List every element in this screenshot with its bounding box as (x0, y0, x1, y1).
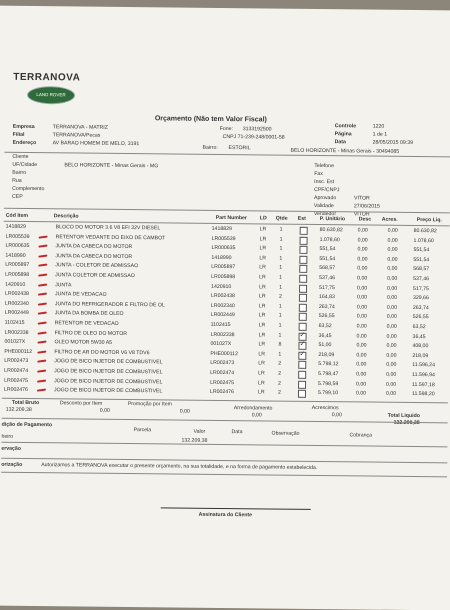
red-pen-mark (38, 302, 47, 305)
item-unit-price: 263,74 (318, 303, 335, 310)
uf-value: BELO HORIZONTE - Minas Gerais - MG (64, 162, 159, 170)
item-qty: 1 (279, 226, 283, 233)
item-discount: 0,00 (356, 323, 367, 330)
item-qty: 1 (279, 236, 283, 243)
item-ld: LR (259, 255, 267, 262)
item-acres: 0,00 (387, 227, 398, 234)
item-code: 1102415 (4, 319, 25, 326)
item-ld: LR (258, 322, 266, 329)
item-part-number: 1418990 (211, 254, 232, 261)
item-description: JUNTA - COLETOR DE ADMISSAO (55, 262, 139, 270)
item-discount: 0,00 (356, 361, 367, 368)
item-discount: 0,00 (356, 380, 367, 388)
item-code: 1418829 (5, 223, 26, 230)
item-description: JOGO DE BICO INJETOR DE COMBUSTIVEL (54, 368, 163, 376)
stock-checkbox[interactable] (298, 361, 306, 369)
item-acres: 0,00 (386, 304, 398, 311)
item-unit-price: 526,55 (318, 313, 335, 320)
item-description: JOGO DE BICO INJETOR DE COMBUSTIVEL (53, 387, 163, 395)
complemento-label: Complemento (12, 185, 45, 193)
item-qty: 1 (279, 255, 283, 262)
telefone-label: Telefone (314, 162, 335, 170)
stock-checkbox[interactable] (299, 275, 307, 283)
item-unit-price: 51,00 (318, 342, 332, 349)
item-unit-price: 537,46 (319, 275, 336, 282)
promocao-label: Promoção por Item (127, 401, 173, 408)
item-part-number: 1420910 (211, 283, 232, 290)
item-code: 1420910 (5, 281, 26, 288)
item-code: LR002474 (4, 367, 29, 374)
item-net-price: 526,55 (412, 314, 429, 321)
col-preco: Preço Liq. (416, 217, 442, 224)
item-qty: 2 (277, 389, 281, 396)
item-discount: 0,00 (356, 294, 368, 301)
item-net-price: 1.078,60 (413, 237, 434, 244)
company-logo-text: TERRANOVA (13, 71, 81, 84)
cidade-value: BELO HORIZONTE - Minas Gerais - 30494085 (290, 147, 400, 155)
desconto-value: 0,00 (99, 407, 110, 414)
signature-line (161, 507, 311, 510)
item-discount: 0,00 (356, 333, 367, 340)
item-ld: LR (258, 312, 266, 319)
item-description: JUNTA (55, 281, 72, 289)
item-unit-price: 1.078,60 (319, 236, 340, 243)
item-description: JUNTA DA CABECA DO MOTOR (55, 253, 133, 260)
item-ld: LR (259, 264, 266, 271)
item-net-price: 11.597,18 (412, 381, 435, 388)
item-description: RETENTOR VEDANTE DO EIXO DE CAMBOT (55, 233, 166, 241)
item-ld: LR (258, 351, 266, 358)
item-qty: 1 (278, 332, 282, 339)
item-description: OLEO MOTOR 5W30 A5 (54, 339, 113, 347)
item-unit-price: 36,45 (318, 332, 332, 339)
item-description: JUNTA DA CABECA DO MOTOR (55, 243, 133, 251)
stock-checkbox[interactable] (299, 246, 307, 254)
item-discount: 0,00 (357, 246, 368, 253)
stock-checkbox[interactable] (300, 236, 308, 244)
item-unit-price: 218,09 (318, 351, 335, 358)
parcela-label: Parcela (133, 427, 152, 434)
payment-row-label: heiro (1, 433, 14, 440)
item-code: LR002476 (3, 386, 28, 394)
item-description: BLOCO DO MOTOR 3.6 V8 EFI 32V DIESEL (55, 224, 161, 232)
red-pen-mark (38, 245, 47, 248)
item-code: LR005897 (5, 262, 30, 269)
pagina-value: 1 de 1 (372, 131, 388, 138)
observacao-footer-label: ervação (1, 445, 22, 452)
vendedor-label: Vendedor (313, 210, 337, 218)
cobranca-label: Cobrança (349, 432, 373, 439)
item-unit-price: 5.798,59 (318, 380, 339, 387)
item-acres: 0,00 (386, 371, 397, 378)
item-acres: 0,00 (387, 266, 398, 273)
item-code: LR005898 (5, 271, 30, 278)
quote-document (0, 6, 450, 610)
item-part-number: LR005898 (211, 273, 236, 281)
validade-value: 27/06/2015 (353, 203, 380, 210)
item-discount: 0,00 (357, 275, 368, 282)
red-pen-mark (37, 341, 46, 344)
item-discount: 0,00 (357, 285, 368, 292)
item-code: 001027X (4, 338, 26, 346)
item-description: JUNTA DO REFRIGERADOR E FILTRO DE OL (54, 301, 165, 309)
item-acres: 0,00 (387, 237, 398, 244)
item-ld: LR (259, 245, 267, 252)
red-pen-mark (37, 331, 46, 334)
empresa-label: Empresa (12, 123, 35, 131)
red-pen-mark (38, 283, 47, 286)
red-pen-mark (38, 274, 47, 277)
red-pen-mark (37, 360, 46, 363)
red-pen-mark (37, 370, 46, 373)
vendedor-value: VITOR (353, 211, 370, 218)
item-part-number: LR002340 (210, 302, 235, 309)
item-code: LR002475 (4, 377, 29, 384)
autorizacao-text: Autorizamos a TERRANOVA executar o presente orçamento, na sua totalidade, e na forma de pagamento estabelecida. (41, 462, 318, 472)
item-part-number: 1102415 (210, 321, 231, 329)
item-unit-price: 517,75 (319, 284, 335, 291)
item-part-number: LR005539 (211, 235, 236, 242)
item-acres: 0,00 (386, 381, 397, 388)
item-part-number: PHE000112 (210, 350, 239, 357)
col-cod: Cód Item (5, 212, 29, 219)
item-description: JUNTA DA BOMBA DE OLEO (54, 310, 124, 318)
item-qty: 8 (278, 341, 282, 348)
stock-checkbox[interactable] (298, 380, 306, 388)
controle-value: 1220 (372, 123, 385, 130)
rua-label: Rua (12, 177, 22, 184)
stock-checkbox[interactable] (299, 265, 307, 273)
item-ld: LR (258, 341, 266, 348)
pay-data-label: Data (231, 429, 243, 436)
item-net-price: 218,09 (412, 352, 429, 359)
item-unit-price: 568,57 (319, 265, 336, 272)
item-description: JOGO DE BICO INJETOR DE COMBUSTIVEL (54, 358, 163, 366)
total-bruto-value: 132.209,38 (5, 406, 32, 414)
item-ld: LR (258, 379, 265, 387)
item-ld: LR (259, 226, 267, 233)
item-acres: 0,00 (386, 342, 397, 350)
item-part-number: 1418829 (211, 225, 232, 233)
item-acres: 0,00 (386, 333, 397, 340)
validade-label: Validade (313, 202, 334, 210)
fone-label: Fone: (219, 125, 234, 133)
aprovado-value: VITOR (353, 195, 370, 202)
item-ld: LR (258, 303, 266, 310)
item-part-number: LR002476 (209, 389, 234, 396)
cep-label: CEP (11, 193, 23, 200)
item-discount: 0,00 (357, 237, 368, 244)
item-qty: 1 (278, 312, 282, 320)
stock-checkbox[interactable] (299, 284, 307, 292)
item-unit-price: 551,54 (319, 255, 336, 262)
item-code: LR005539 (5, 233, 30, 240)
observacao-label: Observação (271, 430, 300, 437)
col-acres: Acres. (381, 216, 398, 223)
stock-checkbox[interactable] (299, 304, 307, 312)
filial-value: TERRANOVA/Pecas (52, 132, 101, 139)
item-qty: 2 (278, 293, 282, 300)
red-pen-mark (38, 254, 47, 257)
item-code: 1418990 (5, 252, 26, 259)
item-part-number: LR002338 (210, 331, 235, 338)
item-part-number: LR000635 (211, 245, 236, 252)
col-unit: P. Unitário (319, 216, 346, 223)
item-acres: 0,00 (386, 314, 397, 321)
fone-value: 3133192500 (242, 126, 272, 133)
item-part-number: LR002438 (210, 293, 235, 300)
arred-value: 0,00 (251, 412, 262, 419)
cliente-label: Cliente (12, 153, 29, 160)
desconto-label: Desconto por Item (59, 400, 103, 407)
item-qty: 1 (279, 274, 283, 281)
item-acres: 0,00 (386, 294, 398, 302)
item-acres: 0,00 (387, 285, 398, 292)
item-unit-price: 5.799,10 (317, 390, 339, 397)
item-discount: 0,00 (356, 342, 367, 349)
item-discount: 0,00 (356, 313, 367, 320)
item-net-price: 329,66 (412, 295, 429, 302)
controle-label: Controle (334, 123, 357, 130)
payment-title: dição de Pagamento (1, 421, 53, 429)
item-description: JOGO DE BICO INJETOR DE COMBUSTIVEL (54, 377, 163, 385)
item-part-number: LR002475 (210, 379, 235, 386)
item-description: JUNTA DE VEDACAO (54, 291, 107, 298)
item-net-price: 551,54 (413, 256, 430, 263)
item-qty: 2 (278, 380, 281, 387)
item-net-price: 263,74 (412, 304, 429, 311)
item-description: JUNTA COLETOR DE ADMISSAO (55, 272, 135, 280)
item-acres: 0,00 (387, 256, 398, 263)
item-code: LR002473 (4, 358, 29, 365)
arred-label: Arredondamento (233, 405, 273, 412)
item-part-number: LR002474 (210, 369, 235, 377)
insc-label: Insc. Est (314, 178, 335, 186)
item-code: LR002340 (4, 300, 29, 307)
item-ld: LR (258, 293, 266, 300)
item-discount: 0,00 (357, 256, 368, 263)
item-net-price: 408,00 (412, 343, 429, 350)
item-code: LR000635 (5, 242, 30, 250)
item-part-number: LR002473 (210, 360, 235, 367)
item-unit-price: 80.630,82 (319, 227, 343, 234)
data-value: 28/05/2015 09:39 (372, 139, 414, 146)
item-unit-price: 5.798,47 (318, 371, 339, 378)
item-code: PHE000112 (4, 348, 33, 355)
red-pen-mark (38, 264, 47, 267)
item-ld: LR (259, 274, 266, 281)
item-net-price: 63,52 (412, 323, 426, 331)
red-pen-mark (39, 235, 48, 238)
item-discount: 0,00 (357, 227, 368, 234)
fax-label: Fax (314, 170, 323, 178)
item-qty: 1 (279, 245, 283, 252)
col-ld: LD (259, 215, 267, 222)
document-title: Orçamento (Não tem Valor Fiscal) (154, 115, 267, 124)
acres-label: Acrescimos (311, 404, 339, 412)
item-part-number: LR002449 (210, 312, 235, 319)
item-discount: 0,00 (356, 371, 367, 378)
autorizacao-label: orização (1, 461, 23, 468)
item-acres: 0,00 (386, 323, 397, 330)
empresa-value: TERRANOVA - MATRIZ (52, 124, 108, 131)
item-net-price: 11.598,20 (411, 391, 435, 398)
stock-checkbox[interactable] (299, 294, 307, 302)
uf-label: UF/Cidade (12, 161, 38, 169)
valor-label: Valor (193, 428, 206, 435)
item-discount: 0,00 (356, 352, 367, 359)
promocao-value: 0,00 (179, 408, 190, 415)
red-pen-mark (38, 312, 47, 315)
item-ld: LR (257, 389, 265, 396)
total-liquido-label: Total Liquido (387, 412, 420, 420)
item-discount: 0,00 (357, 265, 368, 272)
item-qty: 2 (278, 370, 282, 377)
item-description: FILTRO DE AR DO MOTOR V6 V8 TDV6 (54, 349, 150, 357)
item-qty: 1 (279, 264, 283, 272)
item-qty: 2 (278, 360, 282, 368)
item-part-number: 001027X (210, 341, 232, 348)
item-part-number: LR005897 (211, 264, 236, 271)
item-code: LR002449 (4, 310, 29, 317)
item-net-price: 11.596,24 (412, 362, 436, 369)
item-net-price: 36,45 (412, 333, 426, 340)
item-ld: LR (258, 331, 266, 339)
cnpj-value: CNPJ 71-239-248/0001-58 (222, 133, 285, 141)
item-net-price: 568,57 (413, 266, 430, 273)
item-acres: 0,00 (387, 275, 398, 282)
item-qty: 1 (279, 284, 283, 291)
col-desconto: Desc (358, 216, 372, 223)
item-acres: 0,00 (387, 246, 398, 254)
cpf-label: CPF/CNPJ (314, 186, 340, 194)
item-ld: LR (259, 283, 266, 291)
stock-checkbox[interactable] (300, 227, 308, 235)
item-qty: 1 (278, 351, 282, 358)
signature-label: Assinatura do Cliente (198, 511, 253, 519)
bairro-client-label: Bairro (12, 169, 27, 176)
item-description: FILTRO DE OLEO DO MOTOR (54, 329, 128, 337)
payment-row-valor: 132.209,38 (181, 437, 208, 444)
item-acres: 0,00 (385, 390, 397, 398)
aprovado-label: Aprovado (313, 194, 337, 202)
item-code: LR002438 (4, 290, 29, 298)
red-pen-mark (37, 350, 46, 353)
item-discount: 0,00 (355, 390, 367, 397)
item-net-price: 537,46 (413, 275, 430, 283)
item-unit-price: 551,54 (319, 246, 336, 253)
stock-checkbox[interactable] (299, 313, 307, 321)
item-net-price: 551,54 (413, 247, 430, 254)
item-discount: 0,00 (356, 304, 368, 311)
red-pen-mark (37, 389, 46, 392)
endereco-value: AV BARAO HOMEM DE MELO, 3191 (52, 140, 140, 148)
data-label: Data (334, 139, 346, 146)
total-bruto-label: Total Bruto (11, 399, 40, 407)
red-pen-mark (38, 322, 47, 325)
item-net-price: 80.630,82 (413, 227, 437, 235)
bairro-value: ESTORIL (228, 145, 251, 152)
stock-checkbox[interactable] (298, 371, 306, 379)
col-qtde: Qtde (275, 215, 288, 222)
item-unit-price: 164,83 (318, 294, 335, 301)
filial-label: Filial (12, 131, 25, 138)
item-acres: 0,00 (386, 352, 397, 359)
pagina-label: Página (334, 131, 352, 138)
item-unit-price: 63,52 (318, 323, 332, 330)
stock-checkbox[interactable] (298, 352, 306, 360)
col-desc: Descrição (53, 213, 79, 220)
col-part: Part Number (215, 214, 247, 222)
bairro-label: Bairro: (202, 144, 218, 151)
stock-checkbox[interactable] (299, 256, 307, 264)
item-ld: LR (259, 235, 267, 243)
stock-checkbox[interactable] (298, 390, 306, 398)
land-rover-logo: LAND ROVER (27, 86, 75, 105)
acres-value: 0,00 (331, 412, 342, 419)
item-net-price: 11.596,94 (412, 371, 435, 379)
red-pen-mark (37, 379, 46, 382)
item-acres: 0,00 (386, 362, 397, 369)
total-liquido-value: 132.209,38 (393, 419, 420, 427)
item-unit-price: 5.798,12 (318, 361, 339, 368)
red-pen-mark (38, 293, 47, 296)
item-ld: LR (258, 360, 265, 367)
item-qty: 1 (278, 303, 282, 310)
col-est: Est (297, 215, 306, 222)
item-ld: LR (258, 370, 265, 377)
item-net-price: 517,75 (413, 285, 429, 292)
item-code: LR002338 (4, 329, 29, 336)
endereco-label: Endereço (12, 139, 37, 147)
item-description: RETENTOR DE VEDACAO (54, 320, 119, 327)
item-qty: 1 (278, 322, 282, 329)
